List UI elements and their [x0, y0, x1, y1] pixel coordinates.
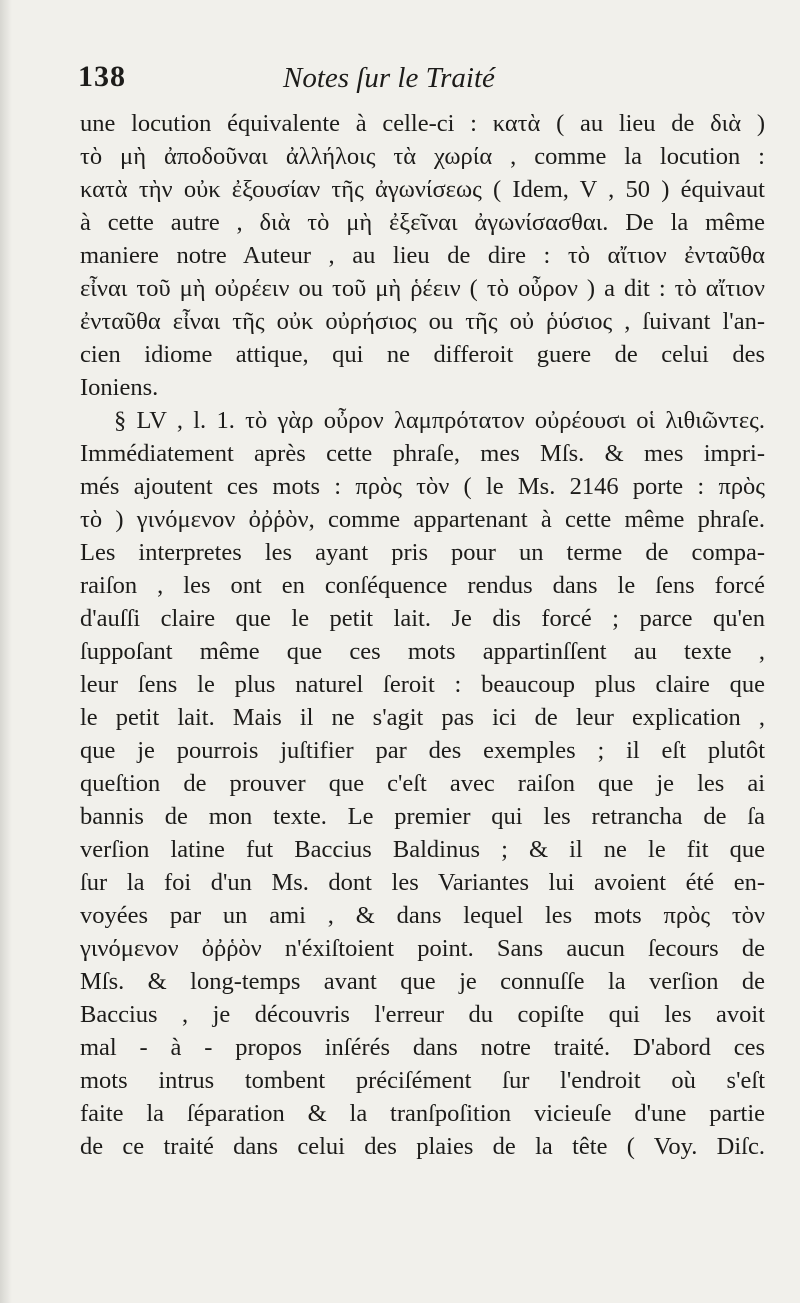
- text-line: le petit lait. Mais il ne s'agit pas ici de leur explication ,: [80, 704, 765, 731]
- page-header: [78, 60, 778, 100]
- text-line: Baccius , je découvris l'erreur du copiſte qui les avoit: [80, 1001, 765, 1028]
- text-line: § LV , l. 1. τὸ γὰρ οὖρον λαμπρότατον οὐρέουσι οἱ λιθιῶντες.: [114, 407, 765, 434]
- text-line: une locution équivalente à celle-ci : κατὰ ( au lieu de διὰ ): [80, 110, 765, 137]
- text-line: més ajoutent ces mots : πρὸς τὸν ( le Ms. 2146 porte : πρὸς: [80, 473, 765, 500]
- text-line: mal - à - propos inſérés dans notre traité. D'abord ces: [80, 1034, 765, 1061]
- text-line: voyées par un ami , & dans lequel les mots πρὸς τὸν: [80, 902, 765, 929]
- text-line: de ce traité dans celui des plaies de la tête ( Voy. Diſc.: [80, 1133, 765, 1160]
- text-line: Mſs. & long-temps avant que je connuſſe la verſion de: [80, 968, 765, 995]
- text-line: leur ſens le plus naturel ſeroit : beaucoup plus claire que: [80, 671, 765, 698]
- text-line: κατὰ τὴν οὐκ ἐξουσίαν τῆς ἀγωνίσεως ( Idem, V , 50 ) équivaut: [80, 176, 765, 203]
- text-line: ſuppoſant même que ces mots appartinſſent au texte ,: [80, 638, 765, 665]
- text-line: cien idiome attique, qui ne differoit guere de celui des: [80, 341, 765, 368]
- text-line: maniere notre Auteur , au lieu de dire : τὸ αἴτιον ἐνταῦθα: [80, 242, 765, 269]
- text-line: Immédiatement après cette phraſe, mes Mſs. & mes impri-: [80, 440, 765, 467]
- text-line: Les interpretes les ayant pris pour un terme de compa-: [80, 539, 765, 566]
- text-line: d'auſſi claire que le petit lait. Je dis forcé ; parce qu'en: [80, 605, 765, 632]
- text-line: queſtion de prouver que c'eſt avec raiſon que je les ai: [80, 770, 765, 797]
- text-line: γινόμενον ὀῤῥὸν n'éxiſtoient point. Sans aucun ſecours de: [80, 935, 765, 962]
- text-line: τὸ ) γινόμενον ὀῤῥὸν, comme appartenant à cette même phraſe.: [80, 506, 765, 533]
- text-line: verſion latine fut Baccius Baldinus ; & il ne le fit que: [80, 836, 765, 863]
- text-line: à cette autre , διὰ τὸ μὴ ἐξεῖναι ἀγωνίσασθαι. De la même: [80, 209, 765, 236]
- body-text: [80, 110, 765, 1161]
- text-line: ἐνταῦθα εἶναι τῆς οὐκ οὐρήσιος ou τῆς οὐ ῥύσιος , ſuivant l'an-: [80, 308, 765, 335]
- text-line: raiſon , les ont en conſéquence rendus dans le ſens forcé: [80, 572, 765, 599]
- text-line: ſur la foi d'un Ms. dont les Variantes lui avoient été en-: [80, 869, 765, 896]
- text-line: τὸ μὴ ἀποδοῦναι ἀλλήλοις τὰ χωρία , comme la locution :: [80, 143, 765, 170]
- page-gutter-shadow: [0, 0, 12, 1303]
- text-line: que je pourrois juſtifier par des exemples ; il eſt plutôt: [80, 737, 765, 764]
- text-line: εἶναι τοῦ μὴ οὐρέειν ou τοῦ μὴ ῥέειν ( τὸ οὖρον ) a dit : τὸ αἴτιον: [80, 275, 765, 302]
- text-line: Ioniens.: [80, 374, 159, 401]
- running-title: Notes ſur le Traité: [283, 62, 495, 94]
- text-line: bannis de mon texte. Le premier qui les retrancha de ſa: [80, 803, 765, 830]
- text-line: mots intrus tombent préciſément ſur l'endroit où s'eſt: [80, 1067, 765, 1094]
- text-line: faite la ſéparation & la tranſpoſition vicieuſe d'une partie: [80, 1100, 765, 1127]
- page-number: 138: [78, 60, 126, 93]
